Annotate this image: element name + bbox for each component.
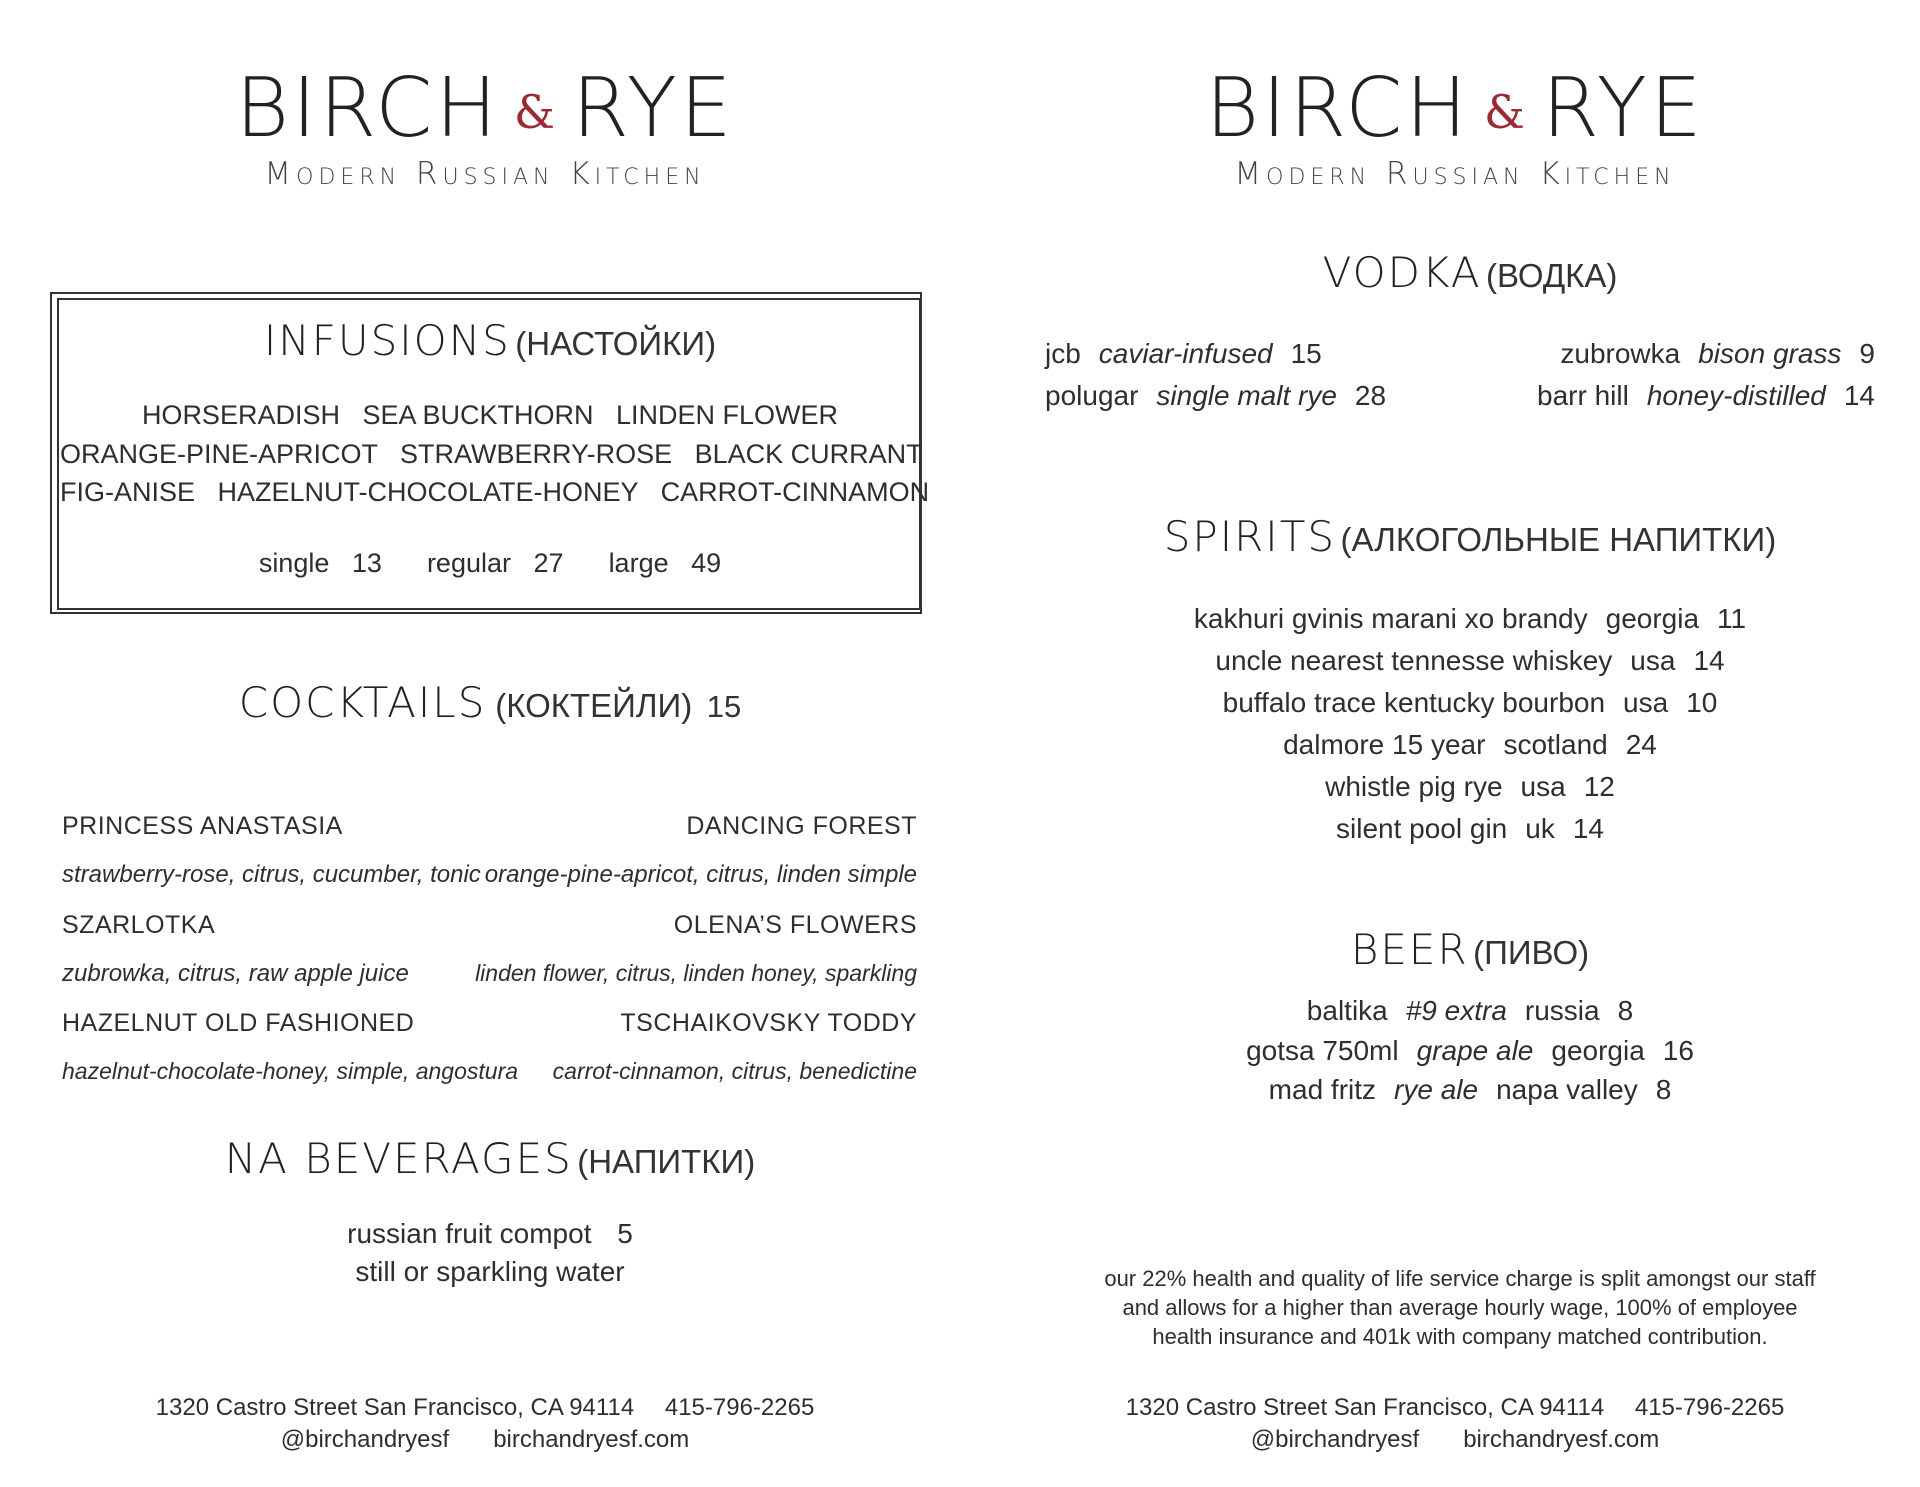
cocktail-name: TSCHAIKOVSKY TODDY xyxy=(620,1009,917,1037)
cocktails-title-ru: (КОКТЕЙЛИ) xyxy=(495,687,693,724)
size-label: regular xyxy=(426,548,511,578)
brand-logo-left xyxy=(135,61,835,192)
spirit-price: 10 xyxy=(1686,687,1718,718)
spirits-title-ru: (АЛКОГОЛЬНЫЕ НАПИТКИ) xyxy=(1340,521,1777,558)
spirit-origin: usa xyxy=(1623,687,1669,718)
infusion-flavors-line: ORANGE-PINE-APRICOT STRAWBERRY-ROSE BLACK CURRANT xyxy=(60,439,923,469)
vodka-description: bison grass xyxy=(1698,338,1842,369)
cocktail-name: OLENA’S FLOWERS xyxy=(673,911,917,939)
footer-social: @birchandryesf xyxy=(1250,1426,1420,1453)
beer-heading xyxy=(1040,925,1900,974)
size-price: 49 xyxy=(691,548,722,578)
vodka-name: barr hill xyxy=(1537,380,1629,411)
na-beverage-name: russian fruit compot xyxy=(347,1218,592,1249)
spirit-item xyxy=(1040,645,1900,677)
footer-address: 1320 Castro Street San Francisco, CA 94114 xyxy=(155,1394,635,1421)
cocktail-description: zubrowka, citrus, raw apple juice xyxy=(62,960,409,987)
infusion-sizes xyxy=(60,548,920,579)
spirit-origin: uk xyxy=(1525,813,1555,844)
service-note-line: and allows for a higher than average hourly wage, 100% of employee xyxy=(1122,1295,1798,1320)
brand-name-left: BIRCH xyxy=(1205,61,1471,156)
size-price: 13 xyxy=(351,548,382,578)
size-label: large xyxy=(608,548,669,578)
spirits-heading xyxy=(1040,512,1900,561)
beer-price: 8 xyxy=(1655,1074,1672,1105)
vodka-price: 28 xyxy=(1354,380,1387,411)
cocktails-heading xyxy=(60,678,920,727)
footer-address: 1320 Castro Street San Francisco, CA 94114 xyxy=(1125,1394,1605,1421)
cocktail-description: strawberry-rose, citrus, cucumber, tonic xyxy=(62,861,481,888)
vodka-price: 15 xyxy=(1290,338,1322,369)
cocktail-name: HAZELNUT OLD FASHIONED xyxy=(62,1009,415,1037)
beer-name: baltika xyxy=(1306,995,1388,1026)
vodka-item xyxy=(1045,338,1322,370)
cocktail-name: PRINCESS ANASTASIA xyxy=(62,812,343,840)
beer-origin: napa valley xyxy=(1496,1074,1638,1105)
spirit-item xyxy=(1040,771,1900,803)
beer-style: rye ale xyxy=(1394,1074,1479,1105)
spirit-price: 14 xyxy=(1572,813,1604,844)
cocktail-name: DANCING FOREST xyxy=(686,812,917,840)
spirit-item xyxy=(1040,813,1900,845)
na-beverage-name: still or sparkling water xyxy=(355,1256,625,1287)
brand-subtitle: Modern Russian Kitchen xyxy=(264,156,706,192)
footer-website: birchandryesf.com xyxy=(493,1426,690,1453)
vodka-item xyxy=(1560,338,1875,370)
footer-phone: 415-796-2265 xyxy=(1634,1394,1785,1421)
brand-name-right: RYE xyxy=(1542,61,1705,156)
na-beverages-title: NA BEVERAGES xyxy=(224,1134,573,1183)
spirit-name: whistle pig rye xyxy=(1325,771,1503,802)
vodka-item xyxy=(1537,380,1875,412)
brand-name-left: BIRCH xyxy=(235,61,501,156)
vodka-name: jcb xyxy=(1045,338,1081,369)
footer-web-line xyxy=(1105,1426,1805,1454)
beer-name: gotsa 750ml xyxy=(1246,1035,1399,1066)
na-beverage-price: 5 xyxy=(617,1218,633,1249)
beer-item xyxy=(1040,995,1900,1027)
spirit-item xyxy=(1040,687,1900,719)
infusion-flavors-line: HORSERADISH SEA BUCKTHORN LINDEN FLOWER xyxy=(141,400,839,430)
cocktails-title: COCKTAILS xyxy=(238,678,487,727)
spirit-item xyxy=(1040,729,1900,761)
spirit-origin: usa xyxy=(1520,771,1566,802)
beer-title: BEER xyxy=(1350,925,1469,974)
na-beverages-heading xyxy=(60,1134,920,1183)
service-note-line: health insurance and 401k with company matched contribution. xyxy=(1152,1324,1768,1349)
spirit-name: silent pool gin xyxy=(1336,813,1508,844)
spirits-title: SPIRITS xyxy=(1163,512,1337,561)
vodka-name: polugar xyxy=(1045,380,1139,411)
spirit-name: kakhuri gvinis marani xo brandy xyxy=(1193,603,1588,634)
vodka-description: single malt rye xyxy=(1156,380,1337,411)
beer-title-ru: (ПИВО) xyxy=(1473,934,1590,971)
vodka-name: zubrowka xyxy=(1560,338,1681,369)
brand-subtitle: Modern Russian Kitchen xyxy=(1234,156,1676,192)
beer-price: 16 xyxy=(1662,1035,1694,1066)
brand-logo-right xyxy=(1105,61,1805,192)
service-charge-note xyxy=(1080,1264,1840,1351)
beer-item xyxy=(1040,1074,1900,1106)
footer-website: birchandryesf.com xyxy=(1463,1426,1660,1453)
na-beverage-item xyxy=(60,1218,920,1250)
beer-style: #9 extra xyxy=(1405,995,1507,1026)
infusions-title-ru: (НАСТОЙКИ) xyxy=(515,325,717,362)
footer-phone: 415-796-2265 xyxy=(664,1394,815,1421)
cocktail-name: SZARLOTKA xyxy=(62,911,216,939)
beer-origin: georgia xyxy=(1551,1035,1645,1066)
na-beverage-item xyxy=(60,1256,920,1288)
vodka-title-ru: (ВОДКА) xyxy=(1485,257,1618,294)
footer-address-line xyxy=(135,1394,835,1422)
cocktail-description: carrot-cinnamon, citrus, benedictine xyxy=(552,1058,917,1084)
beer-style: grape ale xyxy=(1416,1035,1534,1066)
vodka-price: 9 xyxy=(1859,338,1875,369)
infusion-flavors-line: FIG-ANISE HAZELNUT-CHOCOLATE-HONEY CARROT-CINNAMON xyxy=(60,477,930,507)
infusions-title: INFUSIONS xyxy=(263,316,511,365)
spirit-origin: usa xyxy=(1630,645,1676,676)
footer-social: @birchandryesf xyxy=(280,1426,450,1453)
beer-origin: russia xyxy=(1524,995,1600,1026)
brand-ampersand: & xyxy=(514,85,558,139)
beer-price: 8 xyxy=(1617,995,1634,1026)
size-label: single xyxy=(258,548,330,578)
infusions-heading xyxy=(60,316,920,365)
vodka-description: honey-distilled xyxy=(1646,380,1826,411)
spirit-origin: scotland xyxy=(1503,729,1608,760)
size-price: 27 xyxy=(533,548,564,578)
na-beverages-title-ru: (НАПИТКИ) xyxy=(577,1143,756,1180)
cocktail-description: linden flower, citrus, linden honey, sparkling xyxy=(475,960,917,986)
vodka-description: caviar-infused xyxy=(1098,338,1273,369)
brand-name-right: RYE xyxy=(572,61,735,156)
footer-web-line xyxy=(135,1426,835,1454)
brand-name xyxy=(135,61,835,156)
vodka-heading xyxy=(1040,248,1900,297)
cocktails-price: 15 xyxy=(706,689,742,724)
vodka-item xyxy=(1045,380,1386,412)
spirit-name: dalmore 15 year xyxy=(1283,729,1486,760)
spirit-origin: georgia xyxy=(1605,603,1700,634)
spirit-price: 12 xyxy=(1583,771,1615,802)
brand-ampersand: & xyxy=(1484,85,1528,139)
vodka-price: 14 xyxy=(1843,380,1875,411)
cocktail-description: orange-pine-apricot, citrus, linden simple xyxy=(484,861,917,888)
spirit-name: uncle nearest tennesse whiskey xyxy=(1215,645,1613,676)
service-note-line: our 22% health and quality of life service charge is split amongst our staff xyxy=(1104,1266,1816,1291)
footer-address-line xyxy=(1105,1394,1805,1422)
spirit-name: buffalo trace kentucky bourbon xyxy=(1222,687,1606,718)
brand-name xyxy=(1105,61,1805,156)
cocktail-description: hazelnut-chocolate-honey, simple, angostura xyxy=(62,1058,519,1084)
spirit-price: 14 xyxy=(1693,645,1725,676)
spirit-price: 24 xyxy=(1625,729,1657,760)
beer-item xyxy=(1040,1035,1900,1067)
vodka-title: VODKA xyxy=(1322,248,1482,297)
spirit-price: 11 xyxy=(1717,603,1747,634)
beer-name: mad fritz xyxy=(1268,1074,1377,1105)
spirit-item xyxy=(1040,603,1900,635)
